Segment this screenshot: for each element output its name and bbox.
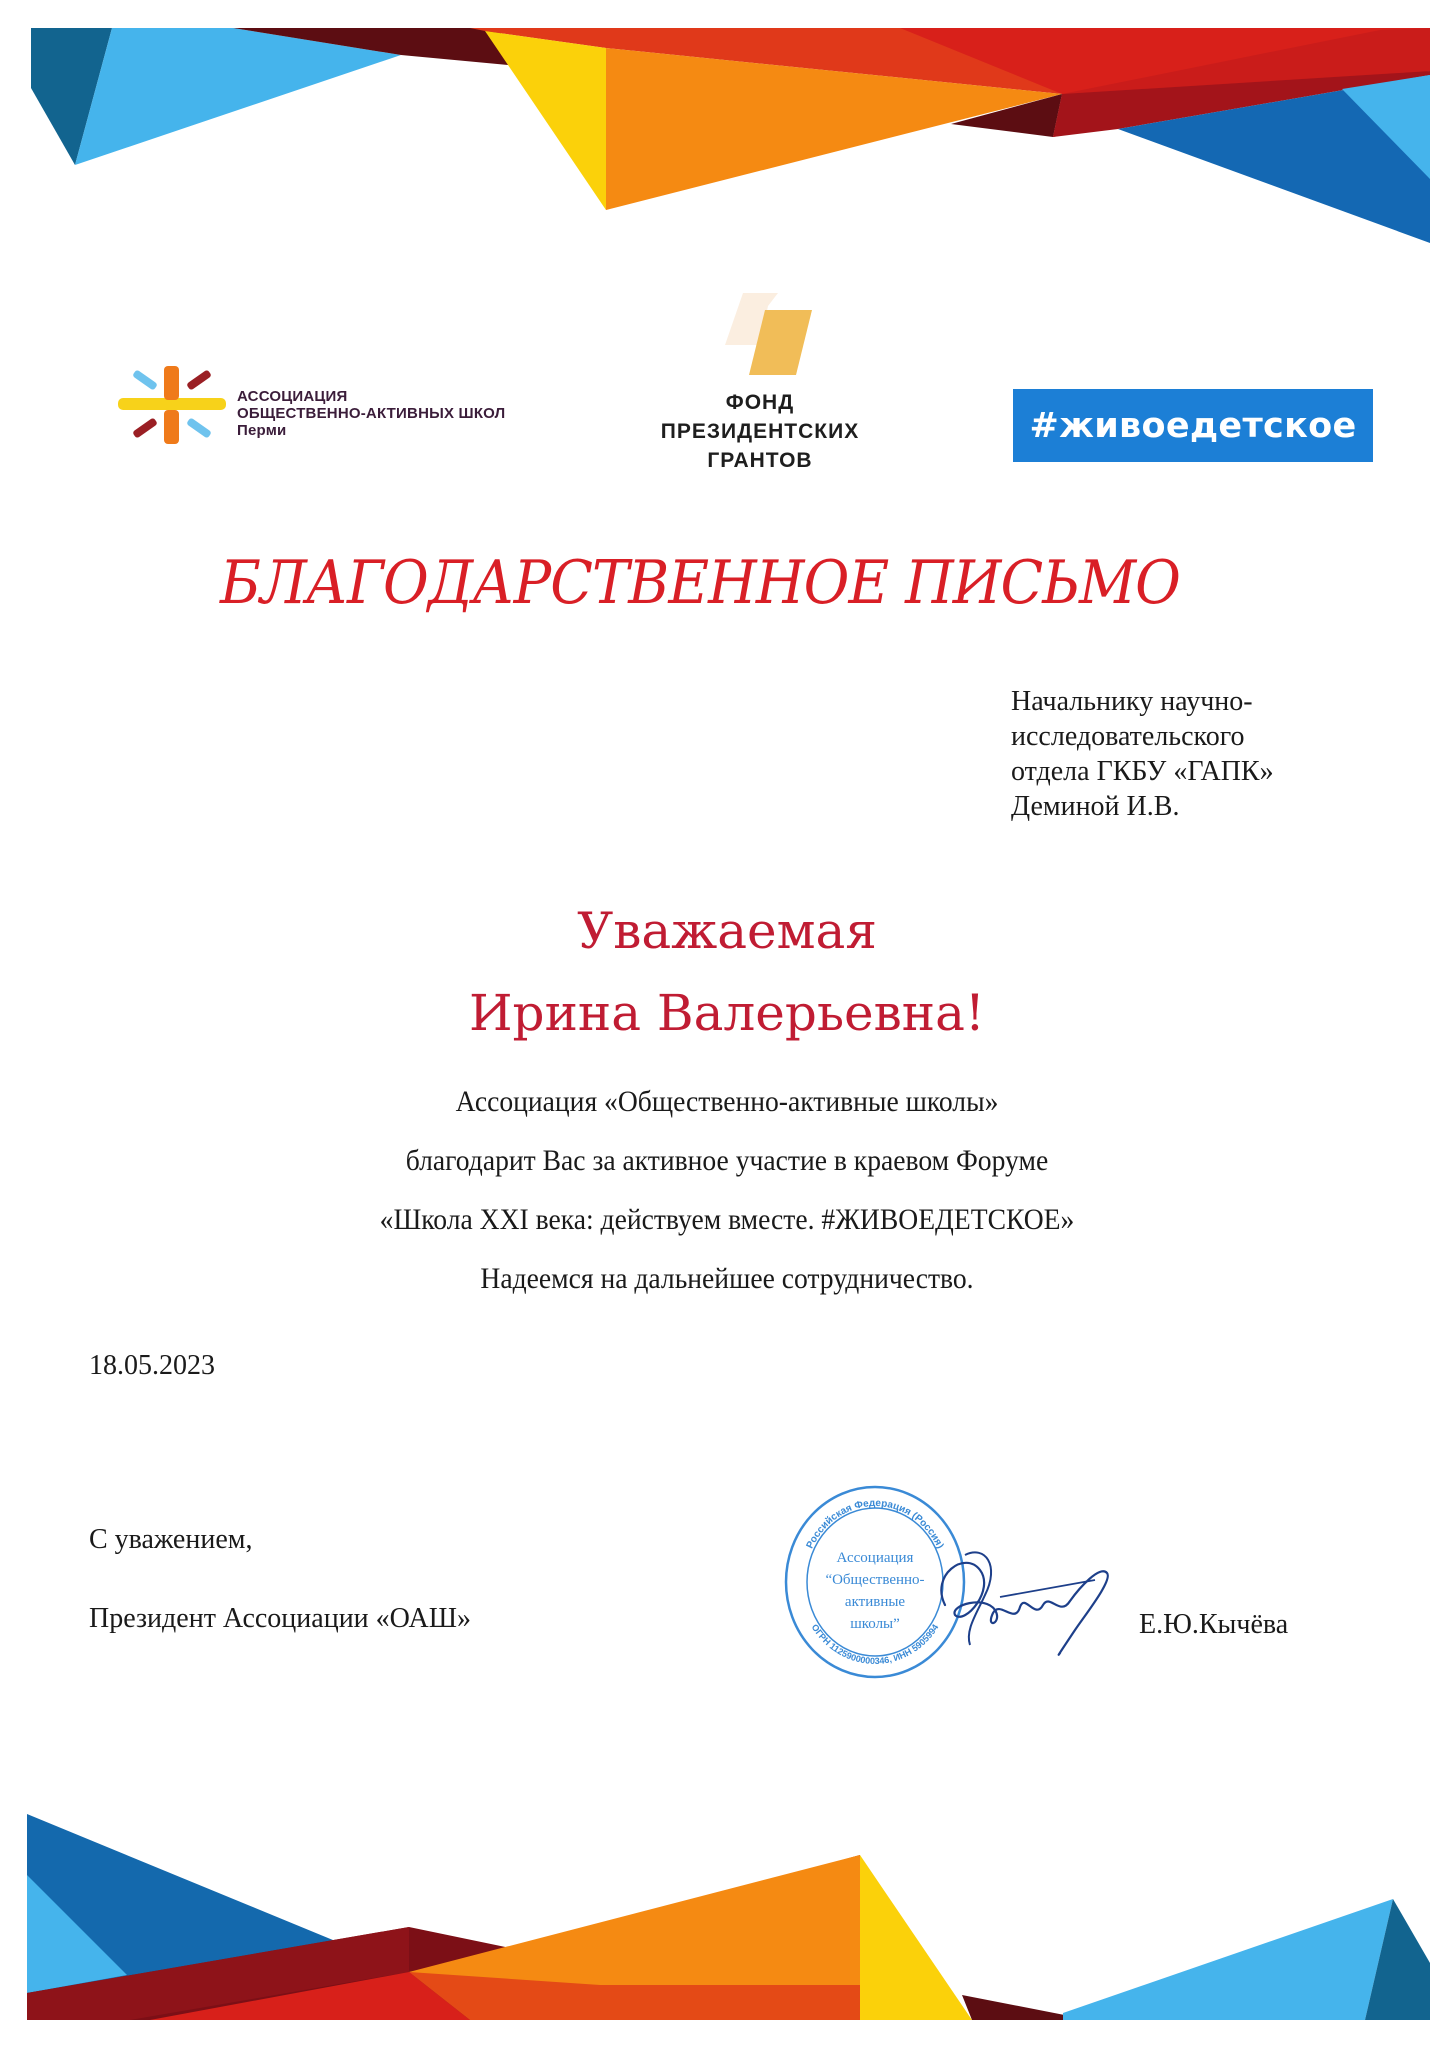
handwritten-signature-icon	[925, 1535, 1125, 1675]
svg-text:ОГРН 1125900000346, ИНН 590599: ОГРН 1125900000346, ИНН 5905994	[809, 1622, 941, 1667]
hashtag-label: #живоедетское	[1029, 405, 1357, 446]
association-logo-line2: ОБЩЕСТВЕННО-АКТИВНЫХ ШКОЛ	[237, 405, 506, 422]
svg-text:школы”: школы”	[850, 1616, 900, 1632]
association-logo-line3: Перми	[237, 422, 287, 439]
svg-text:Ассоциация: Ассоциация	[836, 1550, 914, 1566]
greeting-line1: Уважаемая	[577, 902, 877, 960]
body-line: «Школа XXI века: действуем вместе. #ЖИВОЕДЕТСКОЕ»	[379, 1203, 1075, 1236]
top-decorative-banner	[0, 0, 1448, 260]
body-line: Надеемся на дальнейшее сотрудничество.	[480, 1262, 974, 1295]
document-title: БЛАГОДАРСТВЕННОЕ ПИСЬМО	[220, 548, 1180, 618]
children-circle-icon	[114, 364, 230, 446]
body-line: Ассоциация «Общественно-активные школы»	[455, 1085, 999, 1118]
addressee-block	[1011, 684, 1341, 824]
letter-date: 18.05.2023	[89, 1350, 215, 1381]
addressee-line: Начальнику научно-	[1011, 686, 1253, 717]
fond-logo-line3: ГРАНТОВ	[707, 449, 813, 472]
greeting-line2: Ирина Валерьевна!	[468, 984, 986, 1042]
bottom-decorative-banner	[0, 1790, 1448, 2030]
signer-name: Е.Ю.Кычёва	[1139, 1609, 1289, 1640]
svg-text:“Общественно-: “Общественно-	[825, 1572, 925, 1588]
fond-logo-text	[650, 388, 870, 475]
fond-logo-line2: ПРЕЗИДЕНТСКИХ	[660, 420, 860, 443]
svg-text:активные: активные	[844, 1594, 906, 1610]
fond-logo-mark-icon	[720, 288, 820, 380]
hashtag-badge	[1013, 389, 1373, 462]
fond-logo-line1: ФОНД	[725, 391, 795, 414]
addressee-line: исследовательского	[1011, 721, 1245, 752]
greeting	[300, 890, 1154, 1054]
addressee-line: Деминой И.В.	[1011, 791, 1180, 822]
body-line: благодарит Вас за активное участие в краевом Форуме	[405, 1144, 1049, 1177]
signer-title: Президент Ассоциации «ОАШ»	[89, 1603, 471, 1634]
association-logo	[114, 364, 230, 446]
association-logo-line1: АССОЦИАЦИЯ	[237, 388, 348, 405]
letter-body	[242, 1072, 1212, 1308]
association-logo-text	[237, 388, 505, 439]
addressee-line: отдела ГКБУ «ГАПК»	[1011, 756, 1274, 787]
svg-text:Российская Федерация (Россия): Российская Федерация (Россия)	[804, 1497, 946, 1551]
closing-phrase: С уважением,	[89, 1524, 253, 1555]
